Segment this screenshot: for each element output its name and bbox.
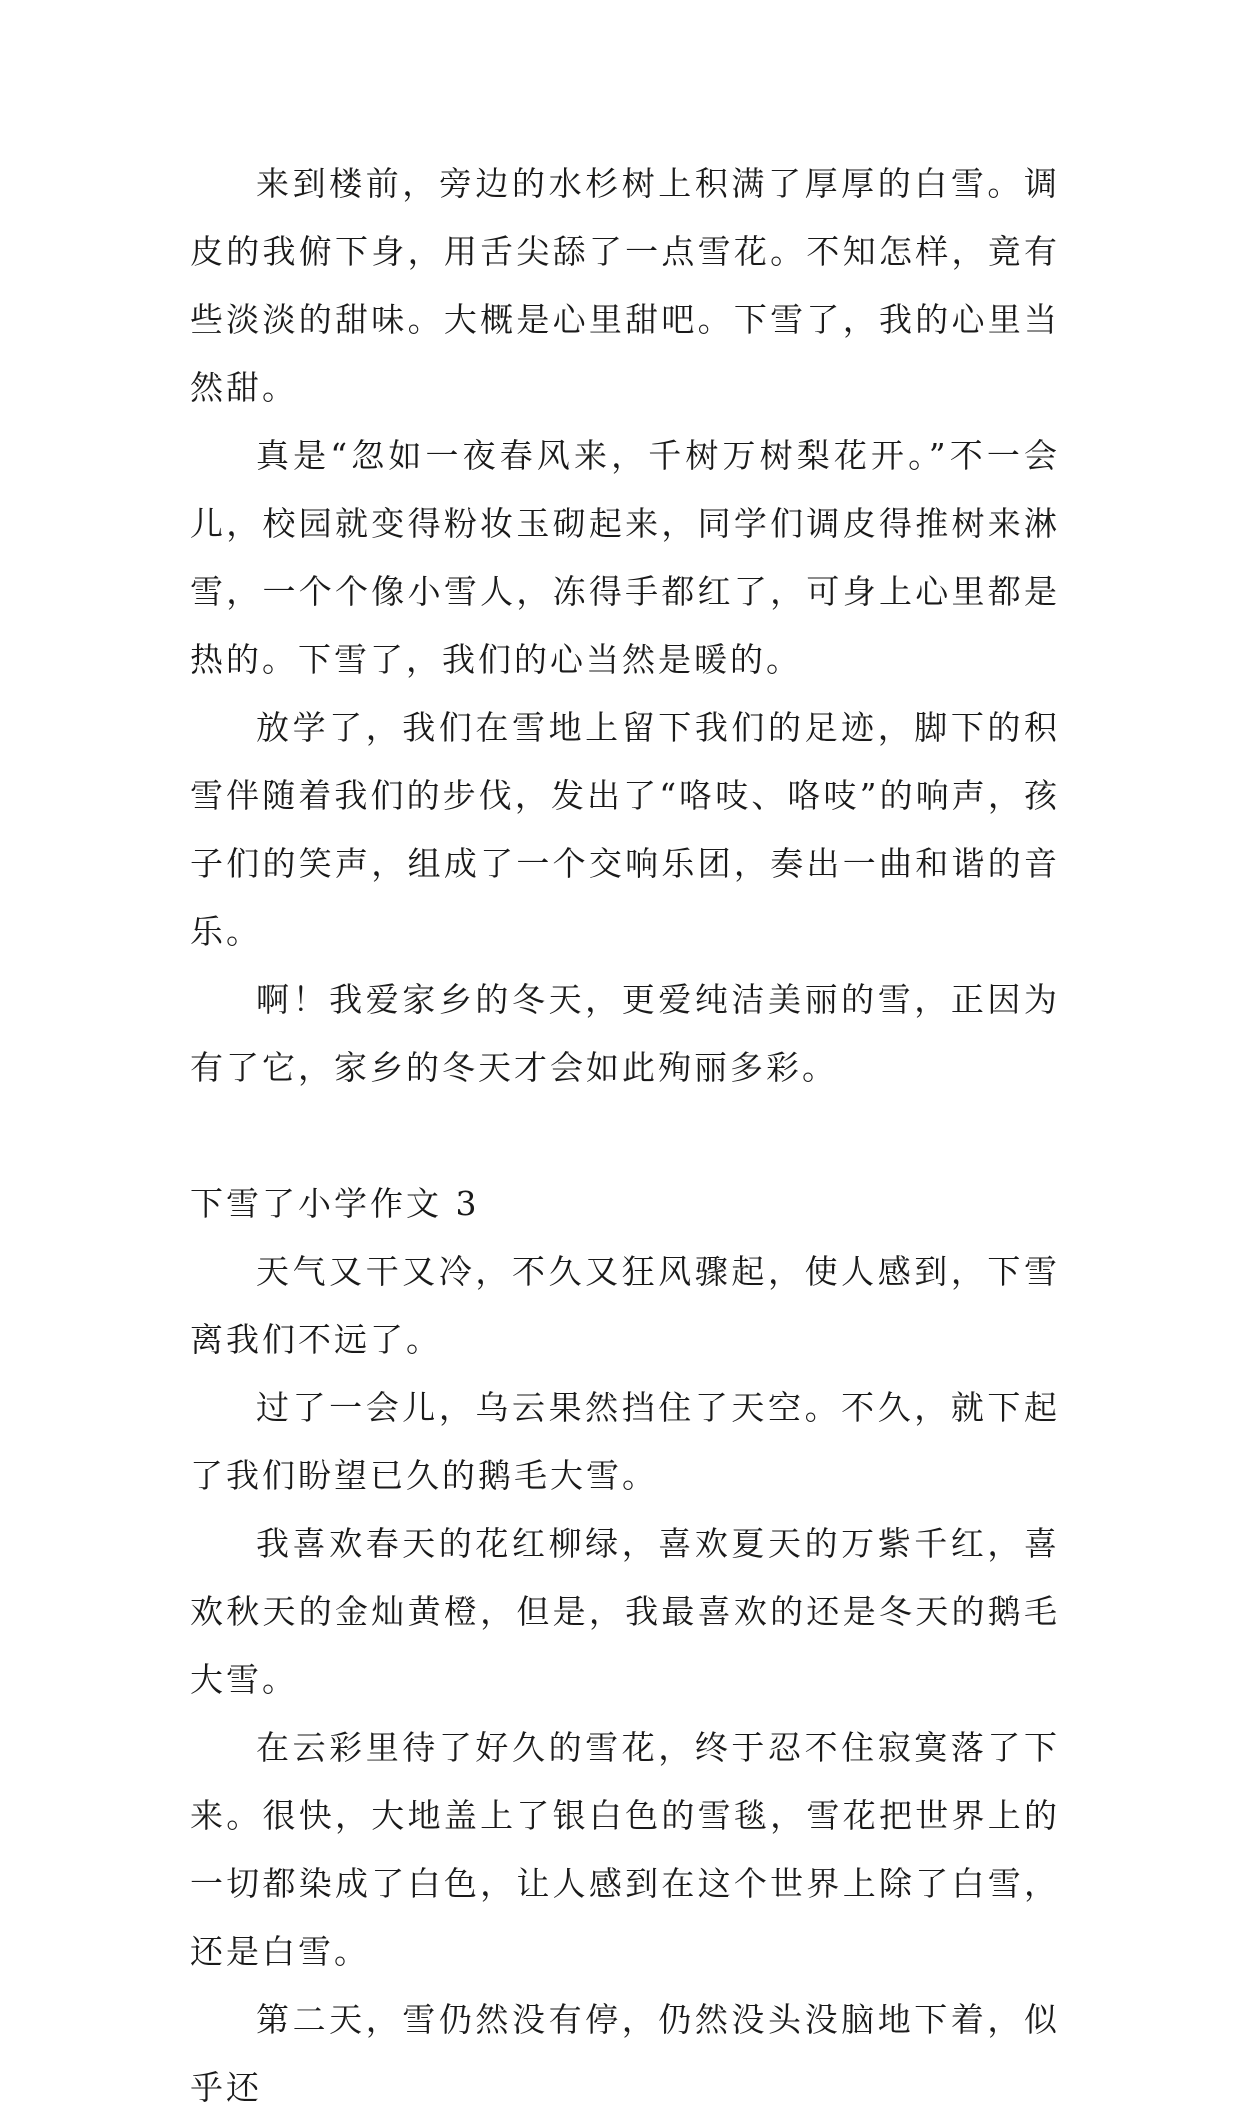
paragraph: 我喜欢春天的花红柳绿，喜欢夏天的万紫千红，喜欢秋天的金灿黄橙，但是，我最喜欢的还是冬天的鹅毛大雪。 [190, 1524, 1060, 1699]
section-heading: 下雪了小学作文 3 [190, 1184, 480, 1223]
paragraph: 啊！我爱家乡的冬天，更爱纯洁美丽的雪，正因为有了它，家乡的冬天才会如此殉丽多彩。 [190, 980, 1060, 1087]
paragraph: 第二天，雪仍然没有停，仍然没头没脑地下着，似乎还 [190, 2000, 1060, 2107]
document-body [190, 150, 1060, 2122]
paragraph: 放学了，我们在雪地上留下我们的足迹，脚下的积雪伴随着我们的步伐，发出了“咯吱、咯吱”的响声，孩子们的笑声，组成了一个交响乐团，奏出一曲和谐的音乐。 [190, 708, 1060, 951]
paragraph: 过了一会儿，乌云果然挡住了天空。不久，就下起了我们盼望已久的鹅毛大雪。 [190, 1388, 1060, 1495]
paragraph: 在云彩里待了好久的雪花，终于忍不住寂寞落了下来。很快，大地盖上了银白色的雪毯，雪花把世界上的一切都染成了白色，让人感到在这个世界上除了白雪，还是白雪。 [190, 1728, 1060, 1971]
paragraph: 真是“忽如一夜春风来，千树万树梨花开。”不一会儿，校园就变得粉妆玉砌起来，同学们调皮得推树来淋雪，一个个像小雪人，冻得手都红了，可身上心里都是热的。下雪了，我们的心当然是暖的。 [190, 436, 1060, 679]
paragraph: 来到楼前，旁边的水杉树上积满了厚厚的白雪。调皮的我俯下身，用舌尖舔了一点雪花。不知怎样，竟有些淡淡的甜味。大概是心里甜吧。下雪了，我的心里当然甜。 [190, 164, 1060, 407]
paragraph: 天气又干又冷，不久又狂风骤起，使人感到，下雪离我们不远了。 [190, 1252, 1060, 1359]
